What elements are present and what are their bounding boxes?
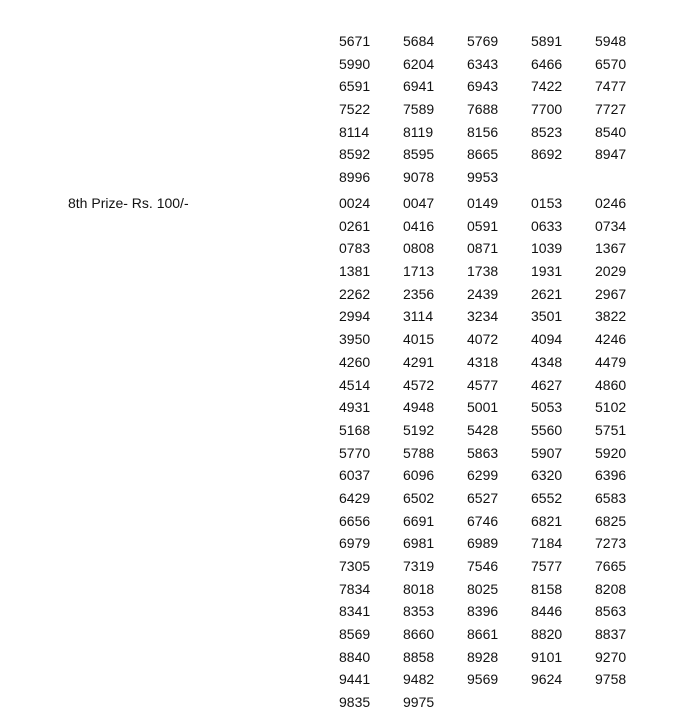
winning-number: 5192 <box>403 421 435 438</box>
winning-number: 4318 <box>467 353 499 370</box>
winning-number: 7273 <box>595 535 627 552</box>
winning-number: 6979 <box>339 535 371 552</box>
winning-number: 8595 <box>403 146 435 163</box>
winning-number: 4577 <box>467 376 499 393</box>
winning-number: 2621 <box>531 285 563 302</box>
winning-number: 5001 <box>467 399 499 416</box>
winning-number: 7184 <box>531 535 563 552</box>
winning-number: 6570 <box>595 55 627 72</box>
winning-number: 5920 <box>595 444 627 461</box>
winning-number: 4948 <box>403 399 435 416</box>
winning-number: 0024 <box>339 195 371 211</box>
winning-number: 5907 <box>531 444 563 461</box>
winning-number: 8018 <box>403 580 435 597</box>
winning-number: 8396 <box>467 603 499 620</box>
winning-number: 8840 <box>339 648 371 665</box>
winning-number: 7834 <box>339 580 371 597</box>
winning-number: 8820 <box>531 626 563 643</box>
winning-number: 6396 <box>595 467 627 484</box>
winning-number: 9953 <box>467 169 499 186</box>
winning-number: 4246 <box>595 331 627 348</box>
winning-number: 8928 <box>467 648 499 665</box>
winning-number: 4260 <box>339 353 371 370</box>
winning-number: 2994 <box>339 308 371 325</box>
winning-number: 3114 <box>403 308 434 325</box>
winning-number: 8156 <box>467 123 499 140</box>
winning-number: 8592 <box>339 146 371 163</box>
winning-number: 7305 <box>339 558 371 574</box>
winning-number: 0871 <box>467 240 499 257</box>
winning-number: 3822 <box>595 308 627 325</box>
winning-number: 6096 <box>403 467 435 484</box>
winning-number: 0734 <box>595 217 627 234</box>
winning-number: 9835 <box>339 694 371 711</box>
winning-number: 6825 <box>595 512 627 529</box>
winning-number: 8692 <box>531 146 563 163</box>
winning-number: 8947 <box>595 146 627 163</box>
winning-number: 6746 <box>467 512 499 529</box>
winning-number: 9441 <box>339 671 371 688</box>
winning-number: 8523 <box>531 123 563 140</box>
winning-number: 6429 <box>339 489 371 506</box>
winning-number: 9482 <box>403 671 435 688</box>
winning-number: 8025 <box>467 580 499 597</box>
winning-number: 4931 <box>339 399 371 416</box>
winning-number: 0591 <box>467 217 499 234</box>
winning-number: 6204 <box>403 55 435 72</box>
winning-number: 5990 <box>339 55 371 72</box>
winning-number: 5053 <box>531 399 563 416</box>
winning-number: 8353 <box>403 603 435 620</box>
winning-number: 2029 <box>595 263 627 280</box>
winning-number: 8540 <box>595 123 627 140</box>
winning-number: 8996 <box>339 169 371 186</box>
winning-number: 4572 <box>403 376 435 393</box>
winning-number: 5948 <box>595 33 627 49</box>
winning-number: 1738 <box>467 263 499 280</box>
winning-number: 5560 <box>531 421 563 438</box>
winning-number: 8660 <box>403 626 435 643</box>
winning-number: 8661 <box>467 626 499 643</box>
winning-number: 7319 <box>403 558 435 574</box>
winning-number: 9569 <box>467 671 499 688</box>
winning-number: 1381 <box>339 263 371 280</box>
winning-number: 6981 <box>403 535 435 552</box>
winning-number: 2967 <box>595 285 627 302</box>
winning-number: 4860 <box>595 376 627 393</box>
winning-number: 8341 <box>339 603 371 620</box>
winning-number: 7700 <box>531 101 563 118</box>
winning-number: 1713 <box>403 263 435 280</box>
winning-number: 6527 <box>467 489 499 506</box>
winning-number: 4627 <box>531 376 563 393</box>
winning-number: 8158 <box>531 580 563 597</box>
winning-number: 1367 <box>595 240 627 257</box>
winning-number: 1931 <box>531 263 563 280</box>
winning-number: 6943 <box>467 78 499 95</box>
winning-number: 9078 <box>403 169 435 186</box>
winning-number: 6466 <box>531 55 563 72</box>
winning-number: 4514 <box>339 376 371 393</box>
winning-number: 9624 <box>531 671 563 688</box>
winning-number: 9270 <box>595 648 627 665</box>
winning-number: 4479 <box>595 353 627 370</box>
winning-number: 5428 <box>467 421 499 438</box>
winning-number: 0783 <box>339 240 371 257</box>
winning-number: 2262 <box>339 285 371 302</box>
winning-number: 7546 <box>467 558 499 574</box>
winning-number: 0149 <box>467 195 499 211</box>
winning-number: 8569 <box>339 626 371 643</box>
winning-number: 6691 <box>403 512 435 529</box>
winning-number: 5863 <box>467 444 499 461</box>
winning-number: 4094 <box>531 331 563 348</box>
winning-number: 8837 <box>595 626 627 643</box>
winning-number: 8114 <box>339 123 370 140</box>
winning-number: 5788 <box>403 444 435 461</box>
winning-number: 0633 <box>531 217 563 234</box>
winning-number: 2439 <box>467 285 499 302</box>
winning-number: 7577 <box>531 558 563 574</box>
winning-number: 4015 <box>403 331 435 348</box>
winning-number: 3501 <box>531 308 563 325</box>
winning-number: 0047 <box>403 195 435 211</box>
winning-number: 8858 <box>403 648 435 665</box>
winning-number: 6656 <box>339 512 371 529</box>
winning-number: 4291 <box>403 353 435 370</box>
winning-number: 5769 <box>467 33 499 49</box>
winning-number: 9975 <box>403 694 435 711</box>
winning-number: 6299 <box>467 467 499 484</box>
winning-number: 3234 <box>467 308 499 325</box>
winning-numbers-grid <box>339 30 659 189</box>
winning-number: 5671 <box>339 33 371 49</box>
winning-number: 4348 <box>531 353 563 370</box>
winning-number: 6989 <box>467 535 499 552</box>
winning-number: 6941 <box>403 78 435 95</box>
prize-label: 8th Prize- Rs. 100/- <box>68 195 189 211</box>
winning-number: 7665 <box>595 558 627 574</box>
winning-number: 6320 <box>531 467 563 484</box>
winning-number: 8446 <box>531 603 563 620</box>
winning-number: 6583 <box>595 489 627 506</box>
winning-number: 6821 <box>531 512 563 529</box>
winning-number: 0153 <box>531 195 563 211</box>
winning-number: 7522 <box>339 101 371 118</box>
winning-number: 3950 <box>339 331 371 348</box>
winning-number: 0261 <box>339 217 371 234</box>
winning-number: 7477 <box>595 78 627 95</box>
winning-number: 5751 <box>595 421 627 438</box>
winning-number: 5684 <box>403 33 435 49</box>
winning-number: 7727 <box>595 101 627 118</box>
winning-number: 4072 <box>467 331 499 348</box>
winning-number: 7589 <box>403 101 435 118</box>
winning-number: 6552 <box>531 489 563 506</box>
winning-number: 2356 <box>403 285 435 302</box>
winning-number: 0808 <box>403 240 435 257</box>
winning-number: 6037 <box>339 467 371 484</box>
winning-number: 5102 <box>595 399 627 416</box>
winning-number: 1039 <box>531 240 563 257</box>
winning-number: 8665 <box>467 146 499 163</box>
winning-number: 5891 <box>531 33 563 49</box>
winning-number: 0416 <box>403 217 435 234</box>
winning-number: 7422 <box>531 78 563 95</box>
winning-number: 8563 <box>595 603 627 620</box>
winning-number: 6502 <box>403 489 435 506</box>
winning-number: 5770 <box>339 444 371 461</box>
winning-number: 7688 <box>467 101 499 118</box>
winning-number: 0246 <box>595 195 627 211</box>
winning-number: 6343 <box>467 55 499 72</box>
winning-number: 9101 <box>531 648 563 665</box>
winning-number: 8208 <box>595 580 627 597</box>
winning-number: 9758 <box>595 671 627 688</box>
winning-number: 6591 <box>339 78 371 95</box>
winning-numbers-grid <box>339 192 659 714</box>
winning-number: 8119 <box>403 123 434 140</box>
winning-number: 5168 <box>339 421 371 438</box>
